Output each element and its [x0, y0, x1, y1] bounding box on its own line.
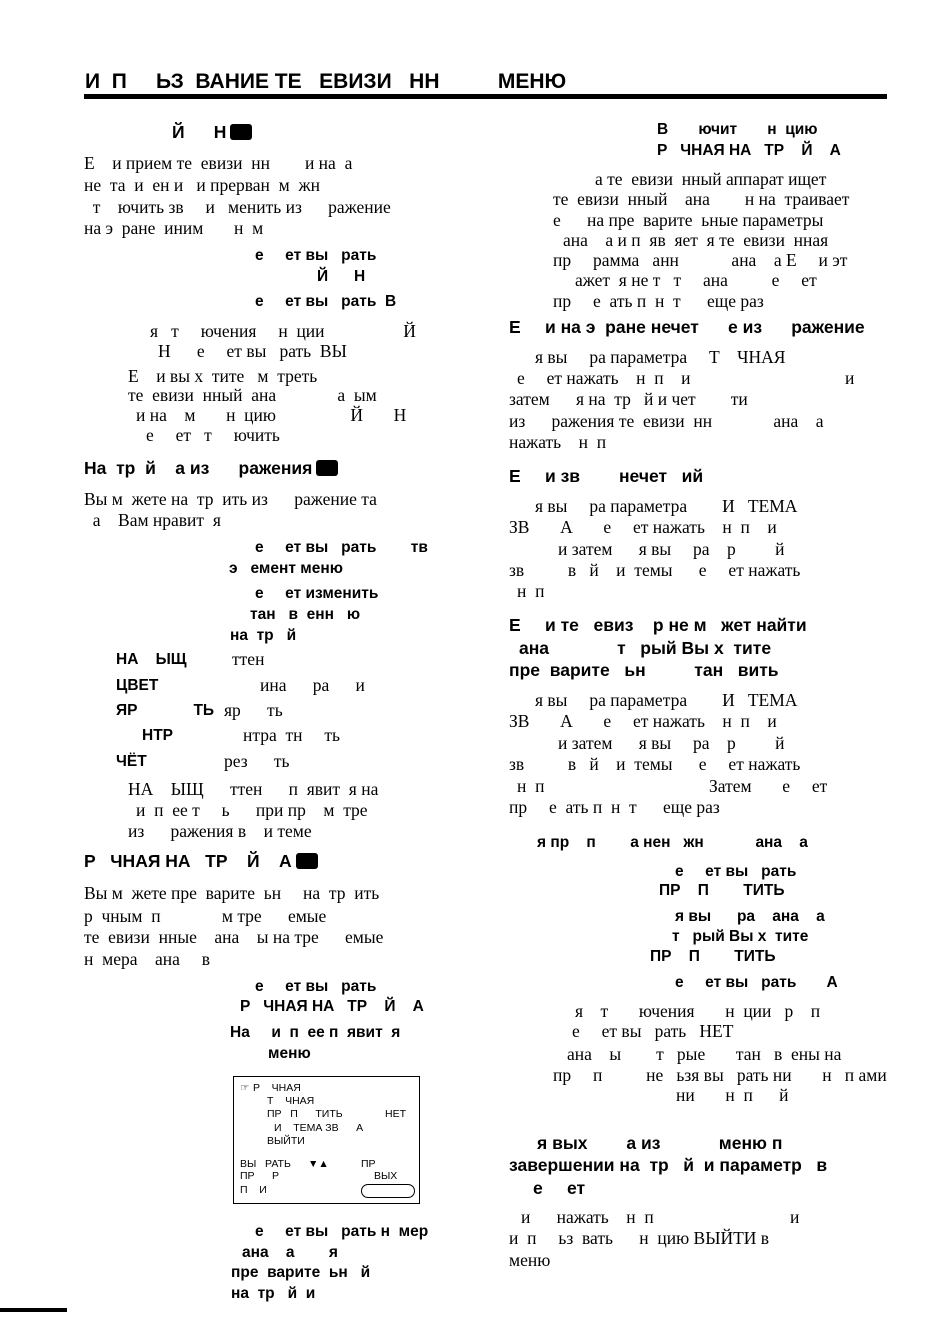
heading-text: Й Н [172, 122, 227, 142]
text-line: ана ы т рые тан в ены на [567, 1044, 842, 1064]
menu-hint: ПР Р [240, 1170, 280, 1182]
instruction-line: е ет вы рать тв [255, 539, 428, 556]
text-line: Е и прием те евизи нн и на а [84, 153, 353, 173]
hand-pointer-icon: ☞ [240, 1082, 250, 1094]
text-line: затем я на тр й и чет ти [509, 389, 748, 409]
text-line: н п [517, 581, 545, 601]
text-line: не та и ен и и прерван м жн [84, 175, 320, 195]
text-line: е ет т ючить [146, 425, 280, 445]
instruction-line: э емент меню [229, 560, 343, 577]
text-line: н мера ана в [84, 949, 211, 969]
param-desc: ина ра и [260, 675, 365, 695]
param-name: ЧЁТ [116, 753, 147, 770]
text-line: ана а и п яв яет я те евизи нная [563, 230, 829, 250]
text-line: и [790, 1207, 800, 1227]
text-line: ЗВ А е ет нажать н п и [509, 711, 777, 731]
text-line: Н е ет вы рать ВЫ [158, 341, 347, 361]
section-heading: е ет [533, 1178, 586, 1198]
section-heading: завершении на тр й и параметр в [509, 1155, 828, 1175]
footer-rule [0, 1308, 67, 1312]
step-marker-icon [230, 124, 252, 140]
section-heading: Е и зв нечет ий [509, 466, 704, 486]
param-desc: рез ть [224, 751, 290, 771]
menu-hint: ПР [361, 1158, 376, 1170]
text-line: а Вам нравит я [84, 510, 221, 530]
param-desc: нтра тн ть [243, 725, 341, 745]
section-heading: Е и те евиз р не м жет найти [509, 615, 807, 635]
menu-item: Т ЧНАЯ [267, 1095, 315, 1107]
text-line: я вы ра параметра Т ЧНАЯ [535, 347, 786, 367]
text-line: н п [517, 776, 545, 796]
text-line: и [845, 368, 855, 388]
text-line: а те евизи нный аппарат ищет [595, 169, 827, 189]
text-line: пр е ать п н т еще раз [553, 291, 764, 311]
text-line: ажет я не т т ана е ет [575, 270, 817, 290]
text-line: на э ране иним н м [84, 218, 264, 238]
instruction-line: меню [268, 1045, 311, 1062]
heading-timer [172, 122, 252, 143]
menu-item: ВЫЙТИ [267, 1135, 305, 1147]
text-line: из ражения те евизи нн ана а [509, 411, 824, 431]
param-desc: яр ть [224, 700, 283, 720]
menu-hint: П И [240, 1184, 267, 1196]
text-line: Затем е ет [709, 776, 828, 796]
text-line: зв в й и темы е ет нажать [509, 560, 801, 580]
instruction-line: ПР П ТИТЬ [650, 948, 776, 965]
instruction-line: е ет вы рать А [675, 974, 838, 991]
text-line: и нажать н п [521, 1207, 654, 1227]
text-line: меню [509, 1250, 551, 1270]
step-marker-icon [296, 853, 318, 869]
text-line: те евизи нные ана ы на тре емые [84, 927, 384, 947]
text-line: ни н п й [676, 1085, 789, 1105]
param-name: ЦВЕТ [116, 677, 159, 694]
instruction-line: е ет изменить [255, 585, 379, 602]
text-line: и п ьз вать н цию ВЫЙТИ в [509, 1228, 770, 1248]
instruction-line: Й Н [317, 268, 366, 285]
heading-picture [84, 458, 338, 479]
menu-item: И ТЕМА ЗВ А [274, 1122, 364, 1134]
text-line: т ючить зв и менить из ражение [84, 197, 391, 217]
section-heading: я вых а из меню п [537, 1133, 783, 1153]
section-heading: Е и на э ране нечет е из ражение [509, 317, 865, 337]
instruction-line: ПР П ТИТЬ [659, 882, 785, 899]
text-line: ЗВ А е ет нажать н п и [509, 517, 777, 537]
page-title: И П ЬЗ ВАНИЕ ТЕ ЕВИЗИ НН МЕНЮ [85, 70, 567, 93]
section-heading: ана т рый Вы х тите [519, 638, 772, 658]
text-line: пр рамма анн ана а Е и эт [553, 250, 848, 270]
text-line: я т ючения н ции Й [150, 321, 416, 341]
text-line: и на м н цию Й Н [136, 405, 407, 425]
instruction-line: В ючит н цию [657, 121, 818, 138]
instruction-line: на тр й и [231, 1285, 316, 1302]
heading-manual-tuning [84, 851, 318, 872]
section-heading: пре варите ьн тан вить [509, 660, 779, 680]
instruction-line: е ет вы рать н мер [255, 1223, 429, 1240]
param-name: НА ЫЩ [116, 651, 187, 668]
instruction-line: т рый Вы х тите [672, 928, 809, 945]
instruction-line: тан в енн ю [250, 606, 361, 623]
instruction-line: я пр п а нен жн ана а [537, 834, 808, 851]
text-line: я вы ра параметра И ТЕМА [535, 496, 798, 516]
menu-hint: ВЫ РАТЬ [240, 1158, 291, 1170]
header-rule [84, 94, 887, 99]
instruction-line: пре варите ьн й [231, 1264, 371, 1281]
menu-hint: ВЫХ [374, 1170, 398, 1182]
instruction-line: е ет вы рать В [255, 293, 397, 310]
tv-menu-screen [233, 1076, 420, 1204]
param-name: НТР [142, 727, 173, 744]
text-line: зв в й и темы е ет нажать [509, 754, 801, 774]
up-down-arrows-icon: ▼▲ [308, 1158, 329, 1170]
instruction-line: на тр й [230, 627, 297, 644]
menu-item: Р ЧНАЯ [253, 1082, 301, 1094]
text-line: пр п не ьзя вы рать ни н п ами [553, 1065, 887, 1085]
instruction-line: На и п ее п явит я [230, 1024, 401, 1041]
text-line: и п ее т ь при пр м тре [136, 800, 368, 820]
text-line: Вы м жете на тр ить из ражение та [84, 489, 377, 509]
instruction-line: е ет вы рать [255, 978, 377, 995]
text-line: я вы ра параметра И ТЕМА [535, 690, 798, 710]
text-line: из ражения в и теме [128, 821, 312, 841]
text-line: е ет вы рать НЕТ [572, 1021, 734, 1041]
param-name: ЯР ТЬ [116, 702, 215, 719]
text-line: р чным п м тре емые [84, 906, 327, 926]
text-line: пр е ать п н т еще раз [509, 797, 720, 817]
instruction-line: ана а я [242, 1244, 338, 1261]
step-marker-icon [316, 460, 338, 476]
heading-text: Р ЧНАЯ НА ТР Й А [84, 851, 292, 871]
instruction-line: Р ЧНАЯ НА ТР Й А [657, 142, 841, 159]
text-line: е на пре варите ьные параметры [553, 210, 824, 230]
param-desc: ттен [232, 649, 265, 669]
instruction-line: я вы ра ана а [675, 908, 825, 925]
instruction-line: е ет вы рать [255, 247, 377, 264]
text-line: НА ЫЩ ттен п явит я на [128, 779, 379, 799]
text-line: е ет нажать н п и [517, 368, 691, 388]
text-line: я т ючения н ции р п [575, 1001, 821, 1021]
text-line: Е и вы х тите м треть [128, 366, 318, 386]
text-line: и затем я вы ра р й [558, 733, 785, 753]
text-line: нажать н п [509, 432, 607, 452]
exit-button-oval [361, 1184, 415, 1198]
text-line: те евизи нный ана н на траивает [553, 189, 850, 209]
instruction-line: Р ЧНАЯ НА ТР Й А [240, 998, 424, 1015]
text-line: и затем я вы ра р й [558, 539, 785, 559]
instruction-line: е ет вы рать [675, 863, 797, 880]
menu-value: НЕТ [385, 1108, 406, 1120]
text-line: Вы м жете пре варите ьн на тр ить [84, 883, 380, 903]
heading-text: На тр й а из ражения [84, 458, 313, 478]
text-line: те евизи нный ана а ым [128, 385, 377, 405]
menu-item: ПР П ТИТЬ [267, 1108, 343, 1120]
